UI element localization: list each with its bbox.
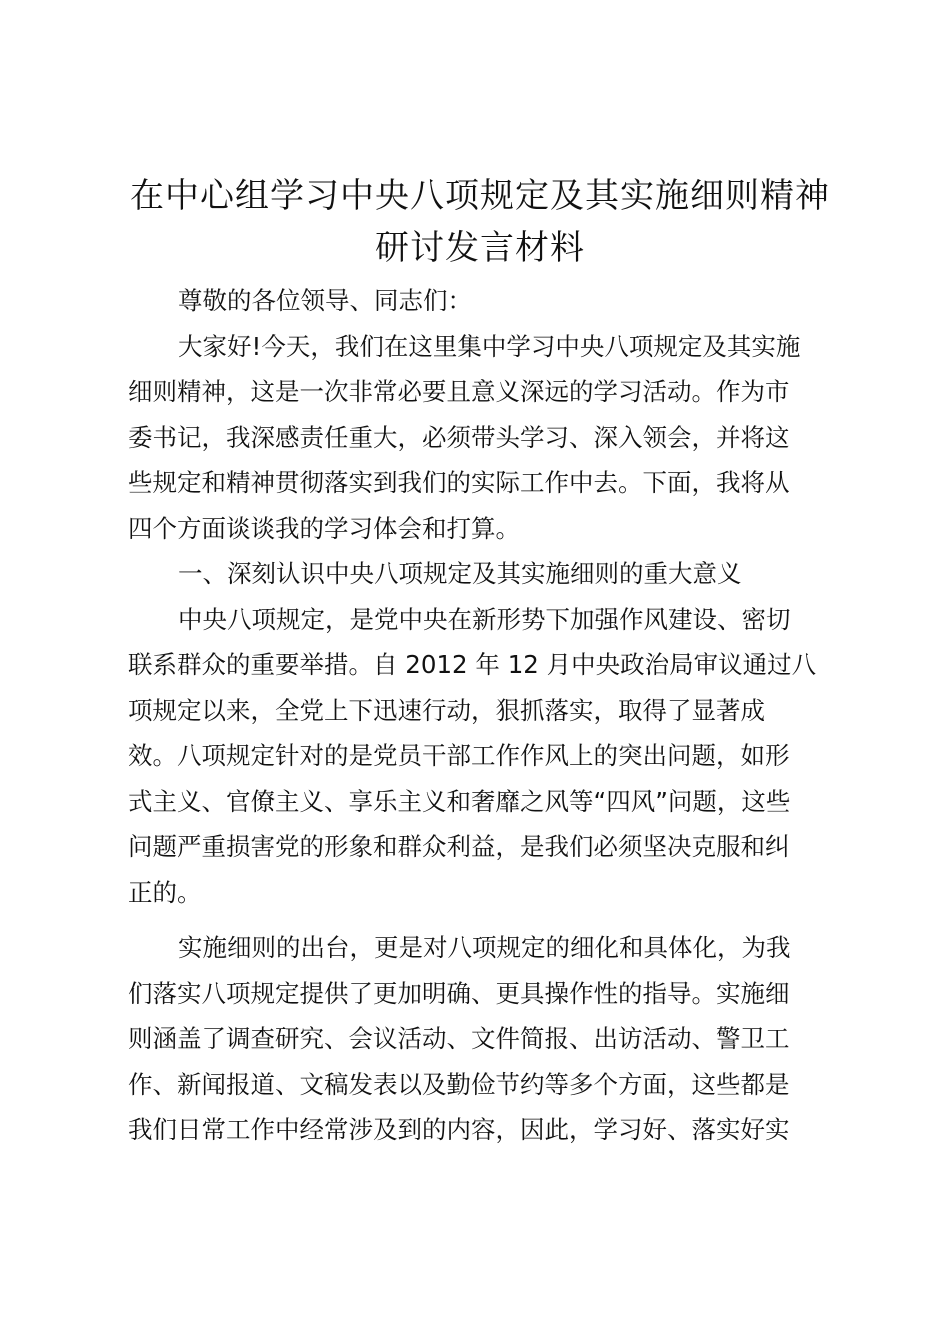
body-line: 联系群众的重要举措。自 2012 年 12 月中央政治局审议通过八 [128, 650, 817, 679]
body-line: 则涵盖了调查研究、会议活动、文件简报、出访活动、警卫工 [128, 1024, 790, 1053]
body-line: 作、新闻报道、文稿发表以及勤俭节约等多个方面，这些都是 [128, 1069, 790, 1099]
body-line: 些规定和精神贯彻落实到我们的实际工作中去。下面，我将从 [128, 468, 790, 497]
title-line-1: 在中心组学习中央八项规定及其实施细则精神 [130, 176, 830, 216]
salutation-line: 尊敬的各位领导、同志们： [178, 286, 472, 315]
body-line: 们落实八项规定提供了更加明确、更具操作性的指导。实施细 [128, 978, 790, 1008]
body-line: 效。八项规定针对的是党员干部工作作风上的突出问题，如形 [128, 741, 790, 770]
body-line: 我们日常工作中经常涉及到的内容，因此，学习好、落实好实 [128, 1115, 790, 1144]
body-line: 大家好!今天，我们在这里集中学习中央八项规定及其实施 [178, 331, 801, 361]
title-line-2: 研讨发言材料 [375, 228, 585, 268]
document-title [100, 170, 860, 274]
body-line: 式主义、官僚主义、享乐主义和奢靡之风等“四风”问题，这些 [128, 786, 791, 816]
body-line: 四个方面谈谈我的学习体会和打算。 [128, 513, 520, 543]
document-body [128, 278, 838, 1153]
paragraph-gap [128, 915, 838, 925]
body-line: 实施细则的出台，更是对八项规定的细化和具体化，为我 [178, 933, 791, 962]
section-heading: 一、深刻认识中央八项规定及其实施细则的重大意义 [178, 559, 742, 588]
body-line: 正的。 [128, 877, 202, 907]
body-line: 项规定以来，全党上下迅速行动，狠抓落实，取得了显著成 [128, 695, 765, 725]
body-line: 委书记，我深感责任重大，必须带头学习、深入领会，并将这 [128, 422, 790, 452]
body-line: 细则精神，这是一次非常必要且意义深远的学习活动。作为市 [128, 377, 790, 406]
body-line: 中央八项规定，是党中央在新形势下加强作风建设、密切 [178, 604, 791, 634]
body-line: 问题严重损害党的形象和群众利益，是我们必须坚决克服和纠 [128, 832, 790, 861]
